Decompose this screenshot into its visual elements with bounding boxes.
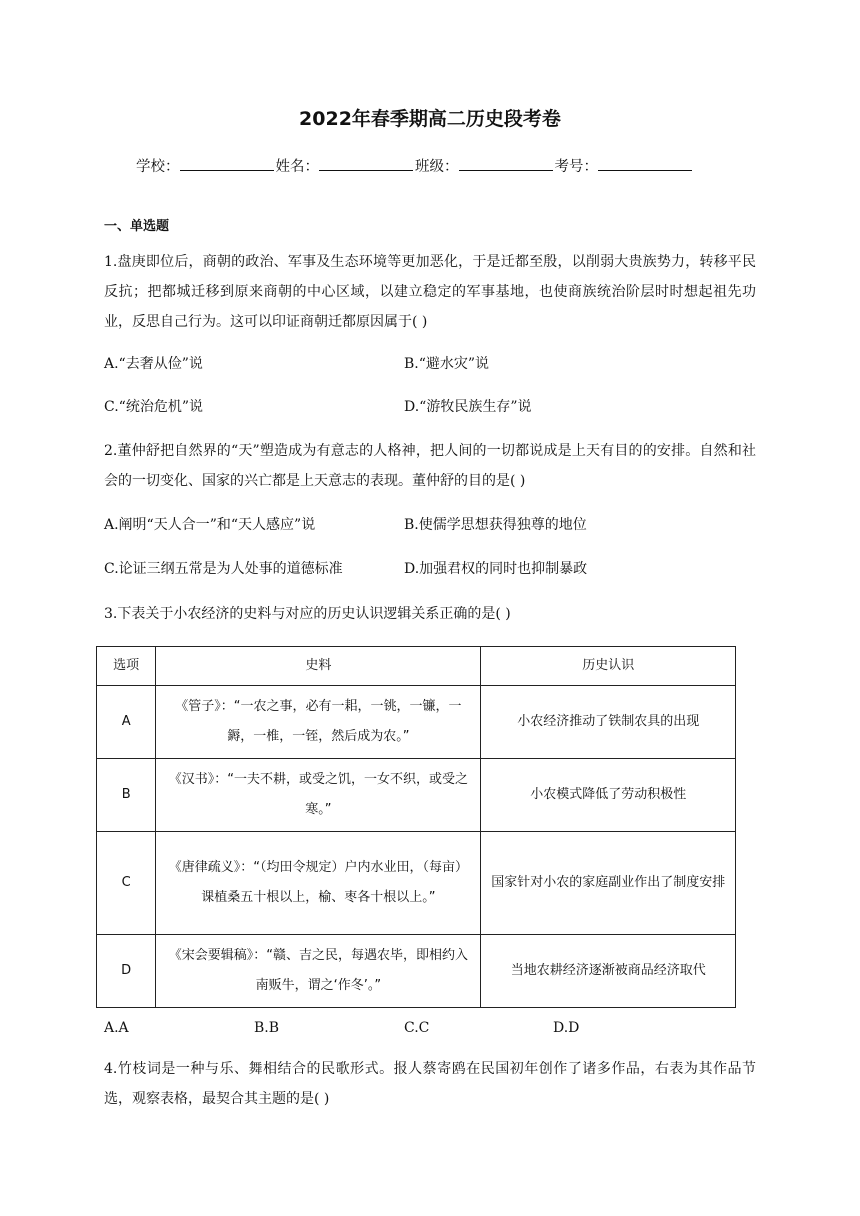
table-cell-source: 《宋会要辑稿》：“赣、吉之民，每遇农毕，即相约入南贩牛，谓之‘作冬’。” xyxy=(156,935,481,1008)
question-3-option-a: A.A xyxy=(104,1020,129,1036)
name-label: 姓名： xyxy=(275,159,319,175)
class-field xyxy=(415,155,555,176)
question-1-option-c: C.“统治危机”说 xyxy=(104,399,203,415)
table-cell-option: B xyxy=(97,759,156,832)
table-cell-insight: 当地农耕经济逐渐被商品经济取代 xyxy=(481,935,736,1008)
question-3-stem: 3.下表关于小农经济的史料与对应的历史认识逻辑关系正确的是( ) xyxy=(104,606,511,622)
history-table xyxy=(96,646,736,1008)
table-row xyxy=(97,686,736,759)
page-title: 2022年春季期高二历史段考卷 xyxy=(299,108,561,130)
table-header-cell: 历史认识 xyxy=(481,647,736,686)
table-row xyxy=(97,759,736,832)
table-header-cell: 史料 xyxy=(156,647,481,686)
table-header-row xyxy=(97,647,736,686)
exam-number-blank[interactable] xyxy=(598,156,692,171)
question-3-option-c: C.C xyxy=(404,1020,430,1036)
question-1-option-b: B.“避水灾”说 xyxy=(404,356,490,372)
name-blank[interactable] xyxy=(319,156,413,171)
table-cell-option: A xyxy=(97,686,156,759)
question-1-option-d: D.“游牧民族生存”说 xyxy=(404,399,532,415)
table-cell-insight: 小农经济推动了铁制农具的出现 xyxy=(481,686,736,759)
question-2-option-d: D.加强君权的同时也抑制暴政 xyxy=(404,561,588,577)
question-2-option-a: A.阐明“天人合一”和“天人感应”说 xyxy=(104,517,316,533)
table-cell-option: D xyxy=(97,935,156,1008)
table-header-cell: 选项 xyxy=(97,647,156,686)
question-2-option-b: B.使儒学思想获得独尊的地位 xyxy=(404,517,587,533)
table-cell-source: 《管子》：“一农之事，必有一耜，一铫，一镰，一鎒，一椎，一铚，然后成为农。” xyxy=(156,686,481,759)
table-cell-insight: 国家针对小农的家庭副业作出了制度安排 xyxy=(481,832,736,935)
exam-number-field xyxy=(555,155,695,176)
school-blank[interactable] xyxy=(180,156,274,171)
table-row xyxy=(97,935,736,1008)
class-label: 班级： xyxy=(415,159,459,175)
table-cell-source: 《汉书》：“一夫不耕，或受之饥，一女不织，或受之寒。” xyxy=(156,759,481,832)
school-label: 学校： xyxy=(136,159,180,175)
class-blank[interactable] xyxy=(459,156,553,171)
school-field xyxy=(136,155,276,176)
name-field xyxy=(276,155,416,176)
question-4-stem: 4.竹枝词是一种与乐、舞相结合的民歌形式。报人蔡寄鸥在民国初年创作了诸多作品，右表为其作品节选，观察表格，最契合其主题的是( ) xyxy=(104,1061,756,1107)
table-row xyxy=(97,832,736,935)
student-info-row xyxy=(136,155,694,176)
question-2-option-c: C.论证三纲五常是为人处事的道德标准 xyxy=(104,561,343,577)
question-3-option-b: B.B xyxy=(254,1020,280,1036)
question-1-option-a: A.“去奢从俭”说 xyxy=(104,356,203,372)
table-cell-option: C xyxy=(97,832,156,935)
question-1-stem: 1.盘庚即位后，商朝的政治、军事及生态环境等更加恶化，于是迁都至殷，以削弱大贵族势力，转移平民反抗；把都城迁移到原来商朝的中心区域，以建立稳定的军事基地，也使商族统治阶层时时想起祖先功业，反思自己行为。这可以印证商朝迁都原因属于( ) xyxy=(104,254,756,330)
table-cell-insight: 小农模式降低了劳动积极性 xyxy=(481,759,736,832)
exam-number-label: 考号： xyxy=(554,159,598,175)
question-2-stem: 2.董仲舒把自然界的“天”塑造成为有意志的人格神，把人间的一切都说成是上天有目的的安排。自然和社会的一切变化、国家的兴亡都是上天意志的表现。董仲舒的目的是( ) xyxy=(104,443,756,489)
table-cell-source: 《唐律疏义》：“（均田令规定）户内水业田，（每亩）课植桑五十根以上，榆、枣各十根以上。” xyxy=(156,832,481,935)
question-3-option-d: D.D xyxy=(553,1020,580,1036)
section-heading: 一、单选题 xyxy=(104,219,170,234)
